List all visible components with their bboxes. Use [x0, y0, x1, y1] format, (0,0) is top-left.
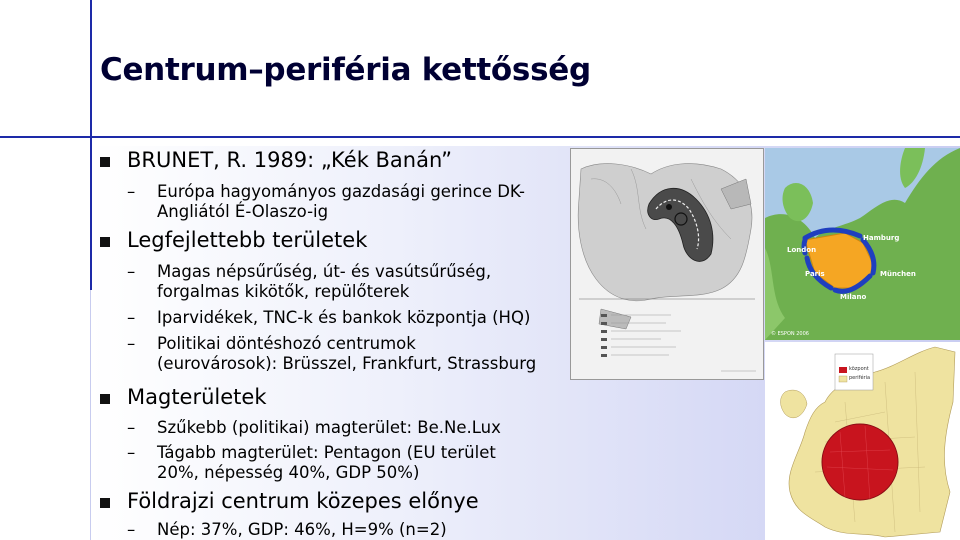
map-credit: © ESPON 2006 [771, 331, 809, 337]
sub-bullet-text: Iparvidékek, TNC-k és bankok központja (HQ) [157, 308, 531, 327]
legend-core: központ [849, 366, 869, 372]
sub-bullet-text: Nép: 37%, GDP: 46%, H=9% (n=2) [157, 520, 447, 539]
city-label-london: London [787, 246, 817, 254]
sub-bullet-text: Magas népsűrűség, út- és vasútsűrűség, [157, 262, 492, 281]
dash-marker: – [127, 308, 136, 327]
bullet-square-icon [100, 157, 110, 167]
vertical-accent-line [90, 0, 92, 290]
sub-bullet-text: Politikai döntéshozó centrumok [157, 334, 416, 353]
core-periphery-map-image [765, 342, 960, 540]
bullet-square-icon [100, 237, 110, 247]
sub-bullet-text: Szűkebb (politikai) magterület: Be.Ne.Lux [157, 418, 501, 437]
sub-bullet-text: Európa hagyományos gazdasági gerince DK- [157, 182, 525, 201]
sub-bullet-text: forgalmas kikötők, repülőterek [157, 282, 410, 301]
bullet-core-areas: Magterületek [127, 385, 267, 409]
bullet-square-icon [100, 498, 110, 508]
bullet-geographic-centre: Földrajzi centrum közepes előnye [127, 489, 479, 513]
horizontal-accent-line [0, 136, 960, 138]
dash-marker: – [127, 182, 136, 201]
slide-title: Centrum–periféria kettősség [100, 52, 591, 88]
pentagon-map-image [765, 148, 960, 340]
city-label-milano: Milano [840, 293, 867, 301]
sub-bullet-text: (eurovárosok): Brüsszel, Frankfurt, Strassburg [157, 354, 537, 373]
dash-marker: – [127, 443, 136, 462]
city-label-paris: Paris [805, 270, 825, 278]
city-label-hamburg: Hamburg [863, 234, 900, 242]
blue-banana-sketch [571, 149, 763, 379]
dash-marker: – [127, 262, 136, 281]
legend-periphery: periféria [849, 375, 871, 381]
city-label-munchen: München [880, 270, 916, 278]
pentagon-map-graphic [765, 148, 960, 340]
dash-marker: – [127, 418, 136, 437]
sub-bullet-text: Angliától É-Olaszo-ig [157, 202, 329, 221]
bullet-square-icon [100, 394, 110, 404]
bullet-most-developed: Legfejlettebb területek [127, 228, 368, 252]
dash-marker: – [127, 334, 136, 353]
sub-bullet-text: Tágabb magterület: Pentagon (EU terület [157, 443, 496, 462]
vertical-accent-line-faded [90, 290, 91, 540]
dash-marker: – [127, 520, 136, 539]
blue-banana-map-image [570, 148, 764, 380]
bullet-brunet: BRUNET, R. 1989: „Kék Banán” [127, 148, 453, 172]
sub-bullet-text: 20%, népesség 40%, GDP 50%) [157, 463, 420, 482]
